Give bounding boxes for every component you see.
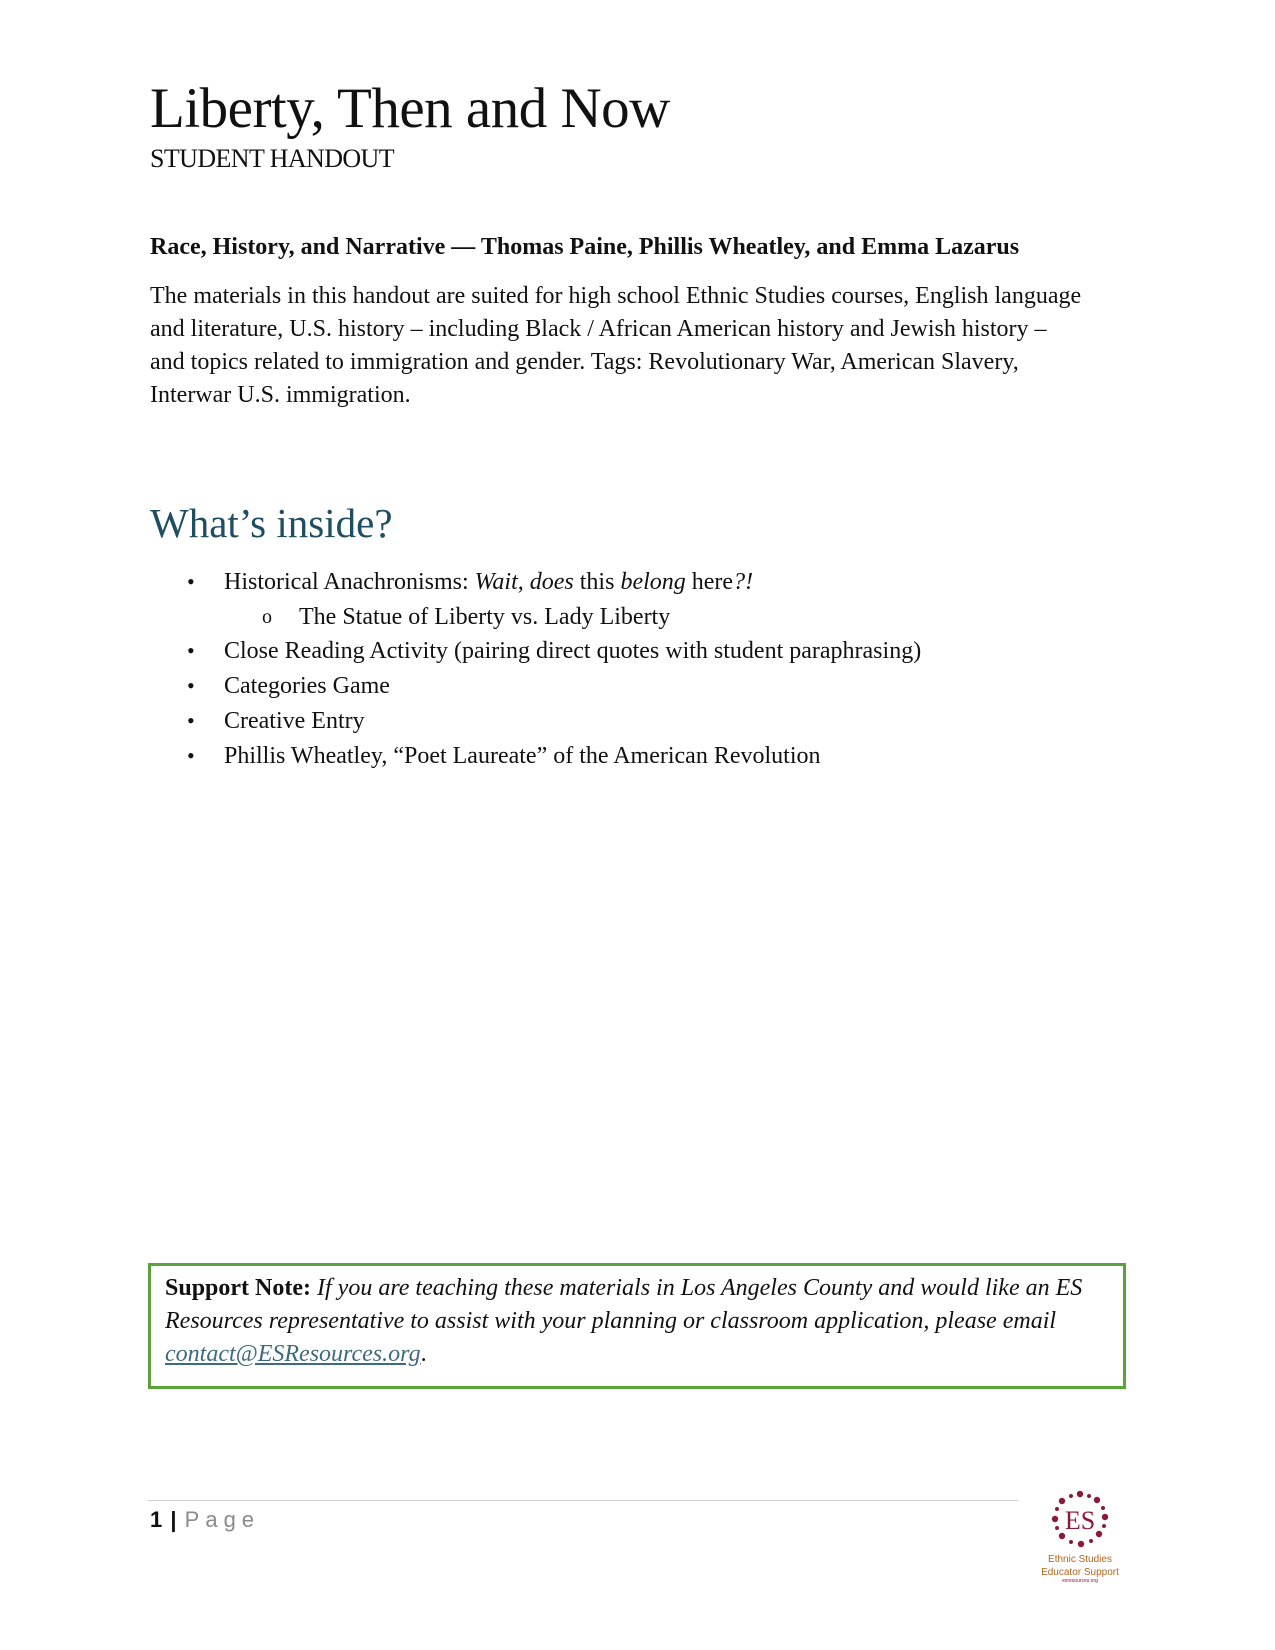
- list-item-text-part: Historical Anachronisms:: [224, 569, 475, 595]
- list-item-emphasis: Wait, does: [474, 569, 574, 595]
- document-title: Liberty, Then and Now: [150, 77, 670, 140]
- list-item-text-part: here: [685, 569, 734, 595]
- bullet-icon: •: [187, 708, 195, 733]
- contents-heading: What’s inside?: [150, 500, 393, 546]
- logo-url: esresources.org: [1062, 1578, 1098, 1584]
- support-note-line: [165, 1338, 1109, 1371]
- sub-list-item-text: The Statue of Liberty vs. Lady Liberty: [299, 604, 671, 630]
- bullet-icon: •: [187, 569, 195, 594]
- list-item-text-part: this: [573, 569, 621, 595]
- es-logo-letters: ES: [1064, 1506, 1096, 1535]
- support-note-period: .: [420, 1341, 427, 1367]
- support-note-line: [165, 1272, 1109, 1305]
- page-separator: |: [170, 1507, 177, 1532]
- bullet-icon: •: [187, 673, 195, 698]
- support-note-box: [148, 1263, 1126, 1389]
- list-item-emphasis: ?!: [733, 569, 754, 595]
- es-logo: [1020, 1488, 1140, 1598]
- page-number: 1: [150, 1507, 163, 1532]
- support-note-text: Resources representative to assist with your planning or classroom application, please email: [165, 1308, 1057, 1334]
- overview-line: and literature, U.S. history – including Black / African American history and Jewish history –: [150, 316, 1047, 342]
- overview-line: Interwar U.S. immigration.: [150, 382, 411, 408]
- document-subtitle: STUDENT HANDOUT: [150, 144, 395, 173]
- support-note-line: [165, 1305, 1109, 1338]
- contact-email-link[interactable]: contact@ESResources.org: [165, 1341, 421, 1367]
- list-item-text: Categories Game: [224, 673, 390, 699]
- list-item-text: Close Reading Activity (pairing direct quotes with student paraphrasing): [224, 638, 922, 664]
- support-note-label: Support Note:: [165, 1275, 312, 1301]
- overview-line: and topics related to immigration and gender. Tags: Revolutionary War, American Slavery,: [150, 349, 1019, 375]
- footer-divider: [148, 1500, 1018, 1501]
- hollow-bullet-icon: o: [262, 606, 272, 628]
- support-note-text: If you are teaching these materials in Los Angeles County and would like an ES: [317, 1275, 1083, 1301]
- logo-caption-line2: Educator Support: [1041, 1567, 1119, 1578]
- bullet-icon: •: [187, 638, 195, 663]
- list-item-emphasis: belong: [620, 569, 686, 595]
- overview-heading: Race, History, and Narrative — Thomas Paine, Phillis Wheatley, and Emma Lazarus: [150, 234, 1020, 260]
- list-item-text: [224, 565, 753, 599]
- logo-caption-line1: Ethnic Studies: [1048, 1554, 1112, 1565]
- list-item-text: Creative Entry: [224, 708, 365, 734]
- page-number-footer: [150, 1505, 260, 1535]
- es-logo-icon: [1045, 1488, 1115, 1552]
- overview-paragraph: [150, 280, 1140, 412]
- page-label: Page: [184, 1507, 261, 1532]
- list-item-text: Phillis Wheatley, “Poet Laureate” of the American Revolution: [224, 743, 821, 769]
- bullet-icon: •: [187, 743, 195, 768]
- overview-line: The materials in this handout are suited for high school Ethnic Studies courses, English language: [150, 283, 1082, 309]
